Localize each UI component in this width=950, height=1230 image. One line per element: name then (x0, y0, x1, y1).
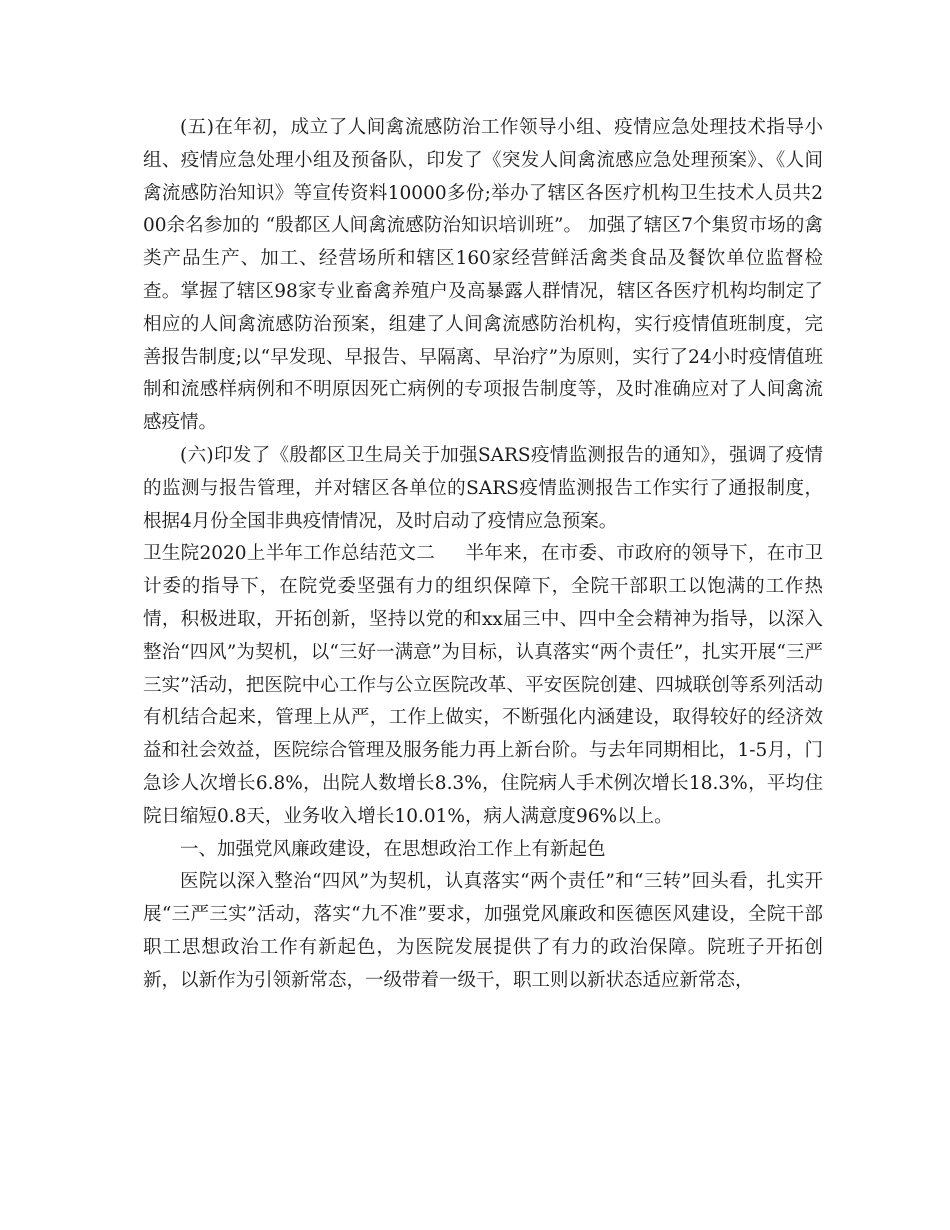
section-title: 卫生院2020上半年工作总结范文二 (143, 543, 436, 565)
heading-1: 一、加强党风廉政建设，在思想政治工作上有新起色 (180, 838, 606, 860)
section-paragraph (143, 538, 823, 833)
document-body (143, 112, 823, 998)
section-body: 半年来，在市委、市政府的领导下，在市卫计委的指导下，在院党委坚强有力的组织保障下，全院干部职工以饱满的工作热情，积极进取，开拓创新，坚持以党的和xx届三中、四中全会精神为指导，以深入整治“四风”为契机，以“三好一满意”为目标，认真落实“两个责任”，扎实开展“三严三实”活动，把医院中心工作与公立医院改革、平安医院创建、四城联创等系列活动有机结合起来，管理上从严，工作上做实，不断强化内涵建设，取得较好的经济效益和社会效益，医院综合管理及服务能力再上新台阶。与去年同期相比，1-5月，门急诊人次增长6.8%，出院人数增长8.3%，住院病人手术例次增长18.3%，平均住院日缩短0.8天，业务收入增长10.01%，病人满意度96%以上。 (143, 543, 823, 827)
paragraph-5: (五)在年初，成立了人间禽流感防治工作领导小组、疫情应急处理技术指导小组、疫情应急处理小组及预备队，印发了《突发人间禽流感应急处理预案》、《人间禽流感防治知识》等宣传资料10000多份;举办了辖区各医疗机构卫生技术人员共200余名参加的 “殷都区人间禽流感防治知识培训班”。 加强了辖区7个集贸市场的禽类产品生产、加工、经营场所和辖区160家经营鲜活禽类食品及餐饮单位监督检查。掌握了辖区98家专业畜禽养殖户及高暴露人群情况，辖区各医疗机构均制定了相应的人间禽流感防治预案，组建了人间禽流感防治机构，实行疫情值班制度，完善报告制度;以“早发现、早报告、早隔离、早治疗”为原则，实行了24小时疫情值班制和流感样病例和不明原因死亡病例的专项报告制度等，及时准确应对了人间禽流感疫情。 (143, 117, 823, 434)
paragraph-after-heading: 医院以深入整治“四风”为契机，认真落实“两个责任”和“三转”回头看，扎实开展“三严三实”活动，落实“九不准”要求，加强党风廉政和医德医风建设，全院干部职工思想政治工作有新起色，为医院发展提供了有力的政治保障。院班子开拓创新，以新作为引领新常态，一级带着一级干，职工则以新状态适应新常态， (143, 871, 823, 991)
paragraph-6: (六)印发了《殷都区卫生局关于加强SARS疫情监测报告的通知》，强调了疫情的监测与报告管理，并对辖区各单位的SARS疫情监测报告工作实行了通报制度，根据4月份全国非典疫情情况，及时启动了疫情应急预案。 (143, 444, 823, 532)
